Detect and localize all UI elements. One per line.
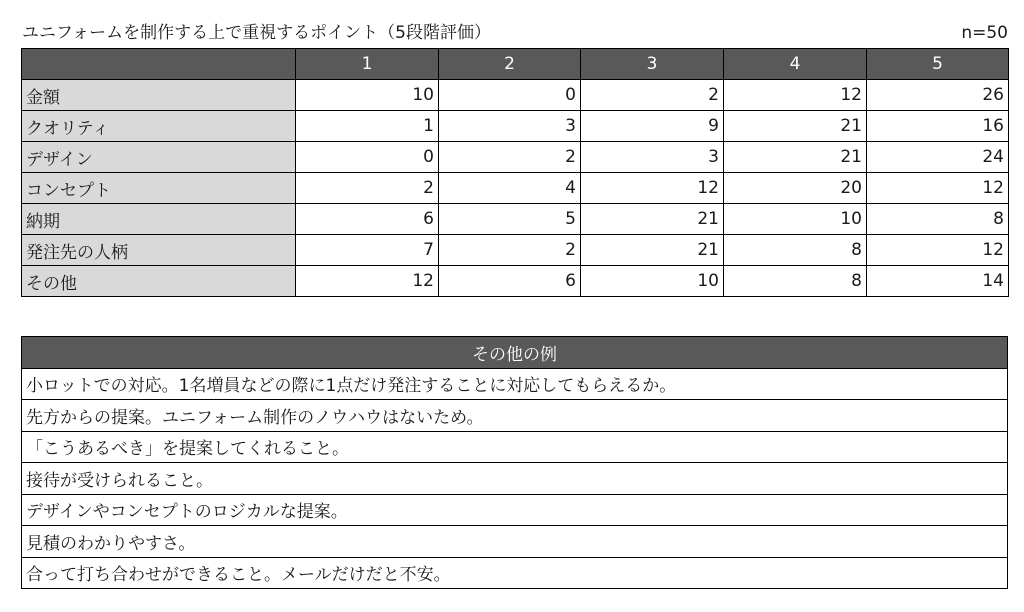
table-row <box>22 235 1009 266</box>
example-text: 見積のわかりやすさ。 <box>22 526 1008 558</box>
list-item <box>22 526 1008 558</box>
table-cell: 3 <box>439 111 581 142</box>
example-text: 「こうあるべき」を提案してくれること。 <box>22 431 1008 463</box>
table-row <box>22 266 1009 297</box>
rating-header-4: 4 <box>724 49 867 80</box>
title-row <box>22 20 1008 46</box>
sample-size: n=50 <box>961 23 1008 43</box>
row-label: コンセプト <box>22 173 296 204</box>
row-label: 発注先の人柄 <box>22 235 296 266</box>
rating-header-3: 3 <box>581 49 724 80</box>
rating-header-blank <box>22 49 296 80</box>
table-cell: 3 <box>581 142 724 173</box>
example-text: デザインやコンセプトのロジカルな提案。 <box>22 494 1008 526</box>
table-cell: 4 <box>439 173 581 204</box>
table-cell: 10 <box>724 204 867 235</box>
table-cell: 14 <box>867 266 1009 297</box>
table-cell: 2 <box>439 142 581 173</box>
row-label: 納期 <box>22 204 296 235</box>
table-cell: 0 <box>296 142 439 173</box>
row-label: その他 <box>22 266 296 297</box>
table-cell: 24 <box>867 142 1009 173</box>
examples-table <box>21 336 1008 589</box>
table-row <box>22 204 1009 235</box>
list-item <box>22 557 1008 589</box>
table-row <box>22 80 1009 111</box>
table-cell: 10 <box>581 266 724 297</box>
table-cell: 5 <box>439 204 581 235</box>
table-cell: 21 <box>581 204 724 235</box>
table-cell: 26 <box>867 80 1009 111</box>
table-cell: 12 <box>724 80 867 111</box>
table-cell: 12 <box>867 235 1009 266</box>
table-cell: 12 <box>581 173 724 204</box>
list-item <box>22 368 1008 400</box>
table-cell: 21 <box>724 111 867 142</box>
table-cell: 8 <box>724 266 867 297</box>
table-cell: 10 <box>296 80 439 111</box>
table-cell: 6 <box>439 266 581 297</box>
examples-header-row <box>22 337 1008 369</box>
example-text: 小ロットでの対応。1名増員などの際に1点だけ発注することに対応してもらえるか。 <box>22 368 1008 400</box>
table-cell: 16 <box>867 111 1009 142</box>
list-item <box>22 400 1008 432</box>
rating-header-2: 2 <box>439 49 581 80</box>
example-text: 先方からの提案。ユニフォーム制作のノウハウはないため。 <box>22 400 1008 432</box>
list-item <box>22 494 1008 526</box>
table-cell: 2 <box>581 80 724 111</box>
table-cell: 21 <box>724 142 867 173</box>
table-cell: 12 <box>296 266 439 297</box>
row-label: 金額 <box>22 80 296 111</box>
table-cell: 8 <box>867 204 1009 235</box>
row-label: クオリティ <box>22 111 296 142</box>
rating-header-5: 5 <box>867 49 1009 80</box>
example-text: 接待が受けられること。 <box>22 463 1008 495</box>
rating-header-1: 1 <box>296 49 439 80</box>
table-cell: 21 <box>581 235 724 266</box>
table-row <box>22 111 1009 142</box>
list-item <box>22 463 1008 495</box>
row-label: デザイン <box>22 142 296 173</box>
table-cell: 6 <box>296 204 439 235</box>
table-row <box>22 142 1009 173</box>
table-cell: 20 <box>724 173 867 204</box>
examples-header: その他の例 <box>22 337 1008 369</box>
list-item <box>22 431 1008 463</box>
table-cell: 9 <box>581 111 724 142</box>
rating-table <box>21 48 1009 297</box>
page-title: ユニフォームを制作する上で重視するポイント（5段階評価） <box>22 23 491 43</box>
table-cell: 2 <box>296 173 439 204</box>
table-row <box>22 173 1009 204</box>
table-cell: 8 <box>724 235 867 266</box>
table-cell: 1 <box>296 111 439 142</box>
example-text: 合って打ち合わせができること。メールだけだと不安。 <box>22 557 1008 589</box>
table-cell: 12 <box>867 173 1009 204</box>
table-cell: 7 <box>296 235 439 266</box>
table-cell: 2 <box>439 235 581 266</box>
table-cell: 0 <box>439 80 581 111</box>
rating-header-row <box>22 49 1009 80</box>
